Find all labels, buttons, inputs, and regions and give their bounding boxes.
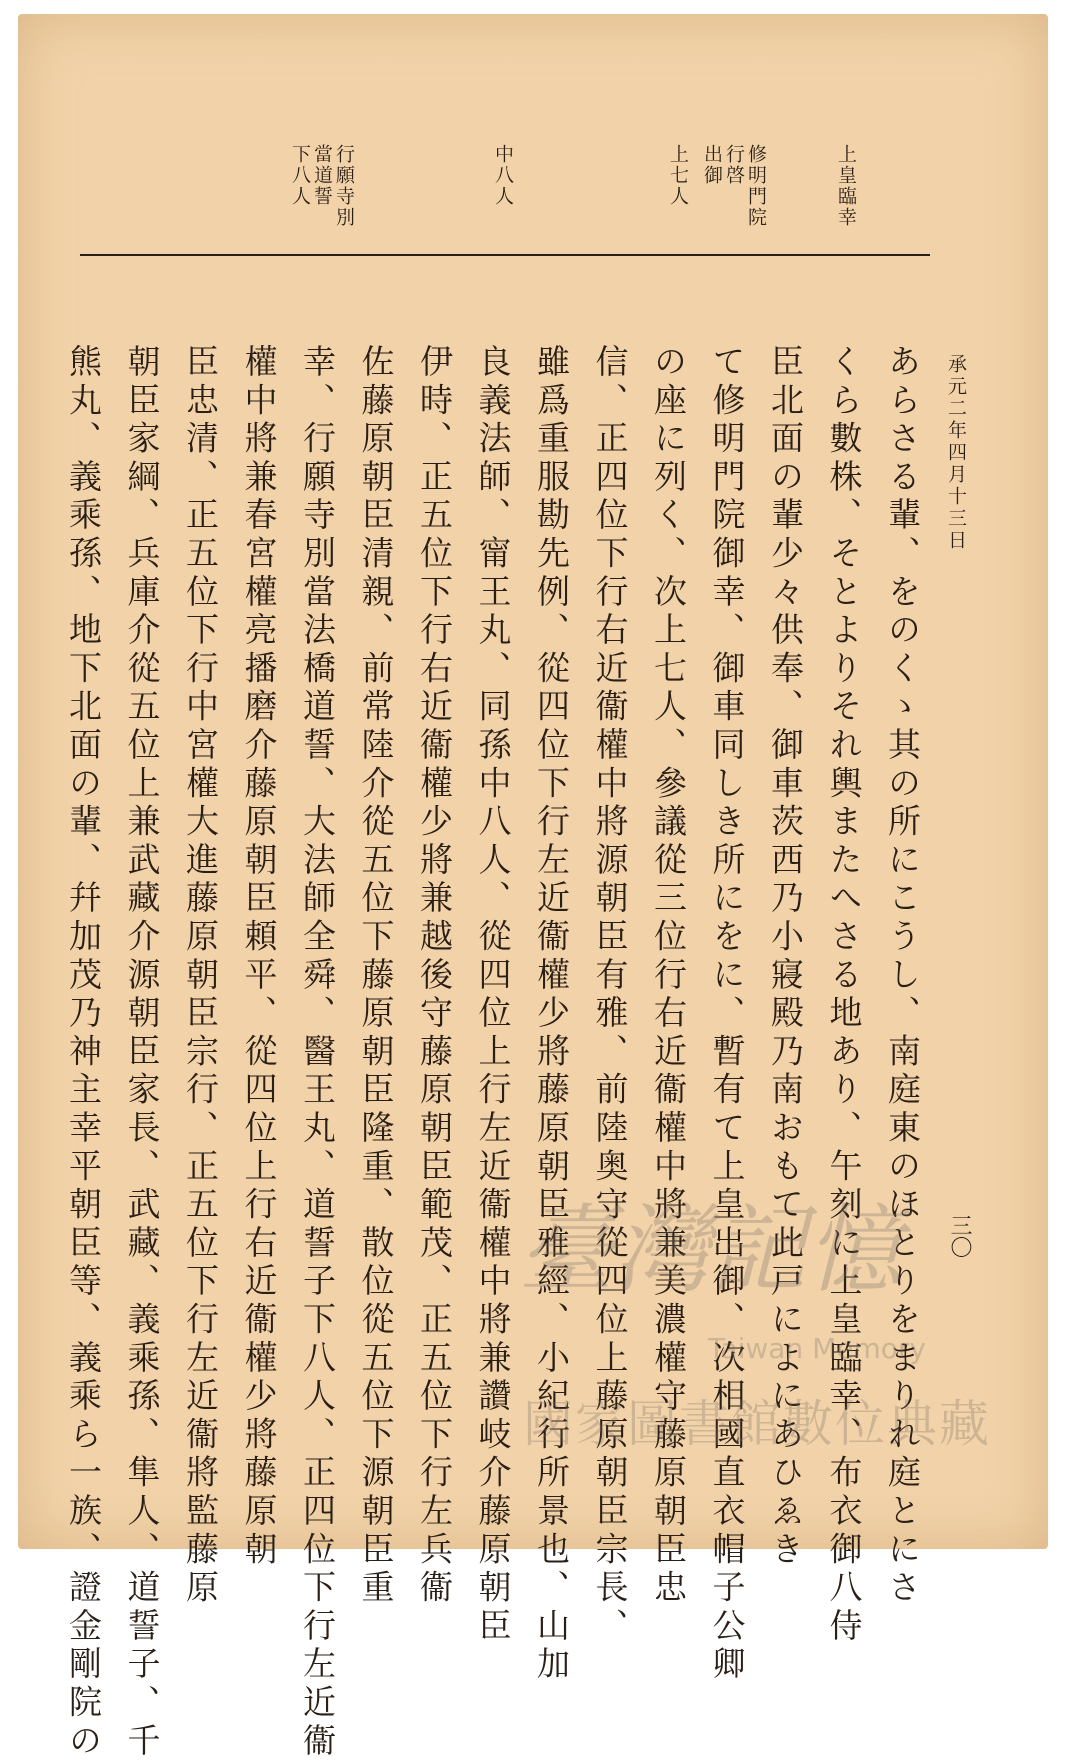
text-column: 雖爲重服勘先例、從四位下行左近衞權少將藤原朝臣雅經、小紀行所景也、山加 (532, 344, 571, 1685)
margin-note: 當道誓 (311, 144, 333, 207)
divider-rule (80, 254, 930, 256)
margin-note: 上七人 (667, 144, 689, 207)
text-column: 佐藤原朝臣清親、前常陸介從五位下藤原朝臣隆重、散位從五位下源朝臣重 (356, 344, 396, 1608)
margin-note: 出御 (701, 144, 723, 186)
watermark-library: 國家圖書館數位典藏 (523, 1395, 991, 1453)
text-column: 熊丸、義乘孫、地下北面の輩、幷加茂乃神主幸平朝臣等、義乘ら一族、證金剛院の (64, 344, 103, 1761)
text-column: 臣忠清、正五位下行中宮權大進藤原朝臣宗行、正五位下行左近衞將監藤原 (181, 344, 220, 1608)
margin-note: 行願寺別 (333, 144, 355, 228)
text-column: 伊時、正五位下行右近衞權少將兼越後守藤原朝臣範茂、正五位下行左兵衞 (415, 344, 454, 1608)
text-column: 幸、行願寺別當法橋道誓、大法師全舜、醫王丸、道誓子下八人、正四位下行左近衞 (298, 344, 337, 1761)
margin-note: 上皇臨幸 (835, 144, 857, 228)
page-number: 三〇 (947, 1214, 972, 1258)
date-header: 承元二年四月十三日 (945, 354, 967, 552)
text-column: あらさる輩、をのくゝ其の所にこうし、南庭東のほとりをまりれ庭とにさ (883, 344, 922, 1608)
document-page (18, 14, 1048, 1761)
text-column: 信、正四位下行右近衞權中將源朝臣有雅、前陸奥守從四位上藤原朝臣宗長、 (590, 344, 630, 1647)
text-column: くら數株、そとよりそれ輿またへさる地あり、午刻に上皇臨幸、布衣御八侍 (824, 344, 864, 1647)
margin-note: 中八人 (492, 144, 514, 207)
text-column: て修明門院御幸、御車同しき所にをに、暫有て上皇出御、次相國直衣帽子公卿 (707, 344, 747, 1685)
text-column: の座に列く、次上七人、參議從三位行右近衞權中將兼美濃權守藤原朝臣忠 (649, 344, 688, 1608)
text-column: 權中將兼春宮權亮播磨介藤原朝臣頼平、從四位上行右近衞權少將藤原朝 (239, 344, 279, 1570)
watermark-subtitle: Taiwan Memory (708, 1332, 926, 1365)
margin-note: 下八人 (289, 144, 311, 207)
text-column: 良義法師、甯王丸、同孫中八人、從四位上行左近衞權中將兼讚岐介藤原朝臣 (473, 344, 513, 1647)
text-column: 朝臣家綱、兵庫介從五位上兼武藏介源朝臣家長、武藏、義乘孫、隼人、道誓子、千 (122, 344, 162, 1761)
margin-note: 修明門院 (745, 144, 767, 228)
watermark-logo: 臺灣記憶 (518, 1194, 902, 1306)
margin-note: 行啓 (723, 144, 745, 186)
text-column: 臣北面の輩少々供奉、御車茨西乃小寢殿乃南おもて此戸によにあひゑき (766, 344, 805, 1570)
